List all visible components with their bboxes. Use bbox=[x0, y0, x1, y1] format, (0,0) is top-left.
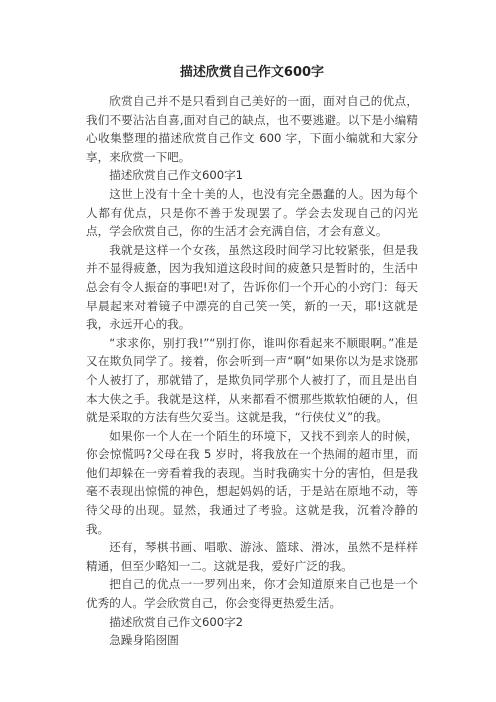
section-heading-1: 描述欣赏自己作文600字1 bbox=[109, 168, 244, 183]
paragraph-2: 我就是这样一个女孩，虽然这段时间学习比较紧张，但是我并不显得疲惫，因为我知道这段时间的疲惫只是暂时的，生活中总会有令人振奋的事吧!对了，告诉你们一个开心的小窍门：每天早晨起来对着镜子中漂亮的自己笑一笑，新的一天，耶!这就是我，永远开心的我。 bbox=[86, 242, 418, 332]
paragraph-4: 如果你一个人在一个陌生的环境下，又找不到亲人的时候，你会惊慌吗?父母在我 5 岁时，将我放在一个热闹的超市里，而他们却躲在一旁看着我的表现。当时我确实十分的害怕，但是我毫不表现出惊慌的神色，想起妈妈的话，于是站在原地不动，等待父母的出现。显然，我通过了考验。这就是我，沉着冷静的我。 bbox=[86, 428, 418, 536]
paragraph-5: 还有，琴棋书画、唱歌、游泳、篮球、滑冰，虽然不是样样精通，但至少略知一二。这就是我，爱好广泛的我。 bbox=[86, 540, 418, 573]
document-title: 描述欣赏自己作文600字 bbox=[179, 65, 325, 80]
paragraph-3: “求求你，别打我!”“别打你，谁叫你看起来不顺眼啊。”准是又在欺负同学了。接着，你会听到一声“啊”如果你以为是求饶那个人被打了，那就错了，是欺负同学那个人被打了，而且是出自本大侠之手。我就是这样，从来都看不惯那些欺软怕硬的人，但就是采取的方法有些欠妥当。这就是我，“行侠仗义”的我。 bbox=[86, 335, 418, 425]
paragraph-intro: 欣赏自己并不是只看到自己美好的一面，面对自己的优点，我们不要沾沾自喜,面对自己的缺点，也不要逃避。以下是小编精心收集整理的描述欣赏自己作文 600 字，下面小编就和大家分享，来欣赏一下吧。 bbox=[86, 94, 418, 164]
section-heading-2: 描述欣赏自己作文600字2 bbox=[109, 614, 244, 629]
paragraph-1: 这世上没有十全十美的人，也没有完全愚蠢的人。因为每个人都有优点，只是你不善于发现罢了。学会去发现自己的闪光点，学会欣赏自己，你的生活才会充满自信，才会有意义。 bbox=[86, 186, 418, 239]
paragraph-6: 把自己的优点一一罗列出来，你才会知道原来自己也是一个优秀的人。学会欣赏自己，你会变得更热爱生活。 bbox=[86, 577, 418, 611]
subsection-heading: 急躁身陷囹圄 bbox=[109, 633, 179, 648]
